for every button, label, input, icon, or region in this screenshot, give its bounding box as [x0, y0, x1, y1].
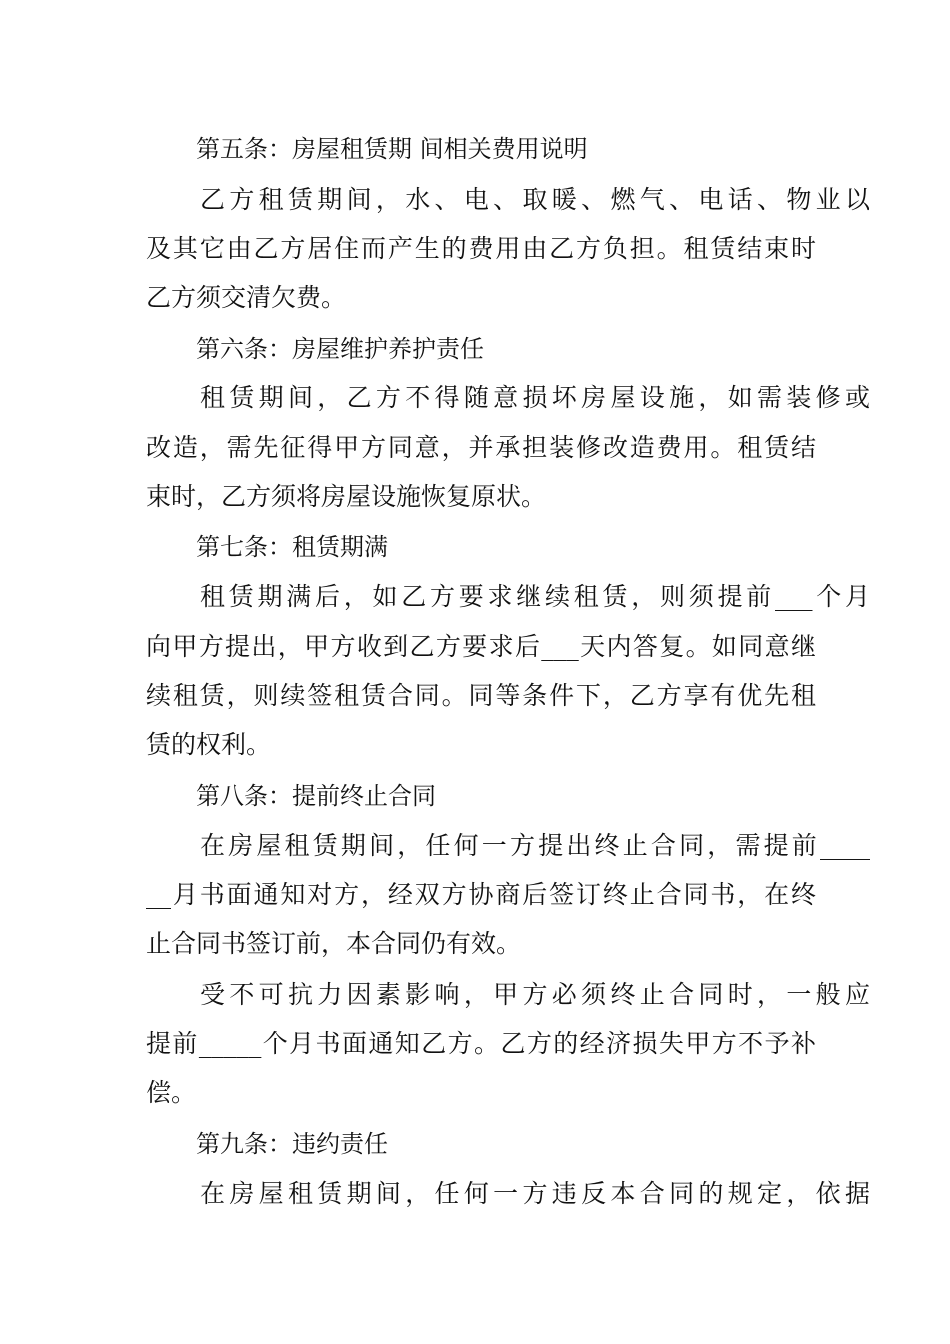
article-8-paragraph-1-line-3: 止合同书签订前，本合同仍有效。: [146, 929, 522, 958]
article-8-paragraph-1-line-2: __月书面通知对方，经双方协商后签订终止合同书，在终: [146, 880, 816, 909]
article-9-paragraph-line-1: 在房屋租赁期间，任何一方违反本合同的规定，依据: [200, 1179, 870, 1208]
article-6-paragraph-line-1: 租赁期间，乙方不得随意损坏房屋设施，如需装修或: [200, 383, 870, 412]
article-8-paragraph-2-line-3: 偿。: [146, 1078, 197, 1107]
article-8-paragraph-2-line-1: 受不可抗力因素影响，甲方必须终止合同时，一般应: [200, 980, 870, 1009]
article-7-paragraph-line-1: 租赁期满后，如乙方要求继续租赁，则须提前___个月: [200, 582, 870, 611]
article-6-paragraph-line-2: 改造，需先征得甲方同意，并承担装修改造费用。租赁结: [146, 433, 816, 462]
article-5-paragraph-line-1: 乙方租赁期间，水、电、取暖、燃气、电话、物业以: [200, 185, 870, 214]
article-8-paragraph-1-line-1: 在房屋租赁期间，任何一方提出终止合同，需提前____: [200, 831, 870, 860]
article-9-heading: 第九条：违约责任: [196, 1130, 388, 1158]
article-7-paragraph-line-3: 续租赁，则续签租赁合同。同等条件下，乙方享有优先租: [146, 681, 816, 710]
article-6-paragraph-line-3: 束时，乙方须将房屋设施恢复原状。: [146, 482, 547, 511]
article-8-paragraph-2-line-2: 提前_____个月书面通知乙方。乙方的经济损失甲方不予补: [146, 1029, 816, 1058]
article-7-paragraph-line-2: 向甲方提出，甲方收到乙方要求后___天内答复。如同意继: [146, 632, 816, 661]
article-7-heading: 第七条：租赁期满: [196, 533, 388, 561]
article-8-heading: 第八条：提前终止合同: [196, 782, 436, 810]
article-5-heading: 第五条：房屋租赁期 间相关费用说明: [196, 135, 588, 163]
article-7-paragraph-line-4: 赁的权利。: [146, 730, 272, 759]
article-5-paragraph-line-2: 及其它由乙方居住而产生的费用由乙方负担。租赁结束时: [146, 234, 816, 263]
article-5-paragraph-line-3: 乙方须交清欠费。: [146, 283, 347, 312]
article-6-heading: 第六条：房屋维护养护责任: [196, 335, 484, 363]
